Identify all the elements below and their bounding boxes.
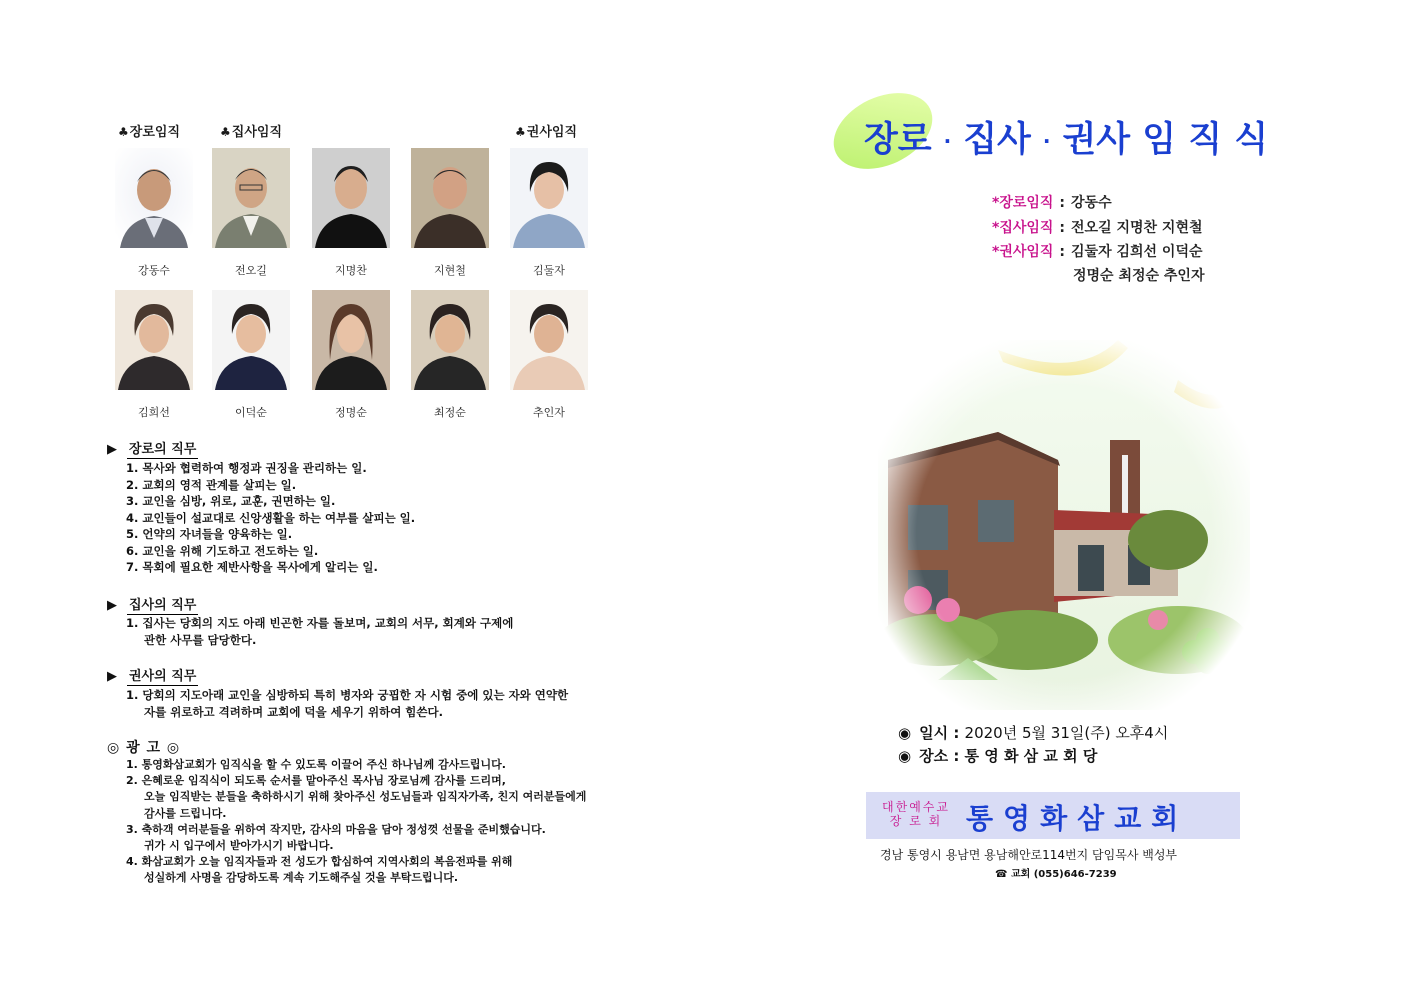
portrait-photo <box>312 148 390 248</box>
list-item: 4. 화삼교회가 오늘 임직자들과 전 성도가 합심하여 지역사회의 복음전파를 위해 <box>126 855 513 869</box>
church-address: 경남 통영시 용남면 용남해안로114번지 담임목사 백성부 <box>880 848 1178 862</box>
person-name: 정명순 <box>335 406 367 419</box>
denomination-label: 대한예수교 장 로 회 <box>882 800 950 828</box>
list-item: 1. 목사와 협력하여 행정과 권징을 관리하는 일. <box>126 461 367 475</box>
list-item: 1. 통영화삼교회가 임직식을 할 수 있도록 이끌어 주신 하나님께 감사드립니다. <box>126 758 506 771</box>
triangle-bullet-icon: ▶ <box>107 598 117 613</box>
person-name: 지현철 <box>434 264 466 277</box>
notice-heading: ◎ 광 고 ◎ <box>107 740 181 756</box>
church-name-box <box>866 792 1240 839</box>
church-phone: ☎ 교회 (055)646-7239 <box>995 869 1117 880</box>
list-item: 귀가 시 입구에서 받아가시기 바랍니다. <box>144 839 334 853</box>
church-name: 통영화삼교회 <box>966 802 1189 835</box>
kwonsa-duty-heading: ▶ 권사의 직무 <box>107 669 197 684</box>
list-item: 1. 집사는 당회의 지도 아래 빈곤한 자를 돌보며, 교회의 서무, 회계와 구제에 <box>126 616 514 630</box>
event-place: ◉ 장소 : 통 영 화 삼 교 회 당 <box>898 747 1098 765</box>
triangle-bullet-icon: ▶ <box>107 442 117 457</box>
portrait-photo <box>212 290 290 390</box>
portrait-photo <box>115 148 193 248</box>
person-name: 이덕순 <box>235 406 267 419</box>
kwonsa-category-label: ♣권사임직 <box>515 125 577 140</box>
list-item: 관한 사무를 담당한다. <box>144 632 257 647</box>
triangle-bullet-icon: ▶ <box>107 669 117 684</box>
portrait-photo <box>411 290 489 390</box>
list-item: 자를 위로하고 격려하며 교회에 덕을 세우기 위하여 힘쓴다. <box>144 704 444 719</box>
circle-dot-icon: ◉ <box>898 724 912 742</box>
list-item: 성실하게 사명을 감당하도록 계속 기도해주실 것을 부탁드립니다. <box>144 871 459 885</box>
person-name: 최정순 <box>434 406 466 419</box>
list-item: 2. 은혜로운 임직식이 되도록 순서를 맡아주신 목사님 장로님께 감사를 드리며, <box>126 774 506 788</box>
deacon-appointee-line: *집사임직 : 전오길 지명찬 지현철 <box>992 220 1203 236</box>
notice-list <box>126 757 586 887</box>
list-item: 4. 교인들이 설교대로 신앙생활을 하는 여부를 살피는 일. <box>126 510 416 525</box>
page-title: 장로 · 집사 · 권사 임 직 식 <box>864 120 1269 160</box>
club-icon: ♣ <box>118 125 129 139</box>
kwonsa-appointee-line-2: 정명순 최정순 추인자 <box>1073 268 1205 284</box>
deacon-category-label: ♣집사임직 <box>220 125 282 140</box>
elder-appointee-line: *장로임직 : 강동수 <box>992 195 1112 211</box>
list-item: 3. 교인을 심방, 위로, 교훈, 권면하는 일. <box>126 494 336 508</box>
circle-dot-icon: ◉ <box>898 747 912 765</box>
person-name: 김둘자 <box>533 264 565 277</box>
person-name: 전오길 <box>235 264 267 277</box>
club-icon: ♣ <box>220 125 231 139</box>
list-item: 5. 언약의 자녀들을 양육하는 일. <box>126 527 293 541</box>
list-item: 감사를 드립니다. <box>144 806 227 820</box>
person-name: 강동수 <box>138 264 170 277</box>
person-name: 지명찬 <box>335 264 367 277</box>
portrait-photo <box>510 148 588 248</box>
portrait-photo <box>115 290 193 390</box>
list-item: 6. 교인을 위해 기도하고 전도하는 일. <box>126 543 319 558</box>
portrait-photo <box>212 148 290 248</box>
portrait-photo <box>312 290 390 390</box>
event-date: ◉ 일시 : 2020년 5월 31일(주) 오후4시 <box>898 724 1169 742</box>
list-item: 3. 축하객 여러분들을 위하여 작지만, 감사의 마음을 담아 정성껏 선물을 준비했습니다. <box>126 822 546 836</box>
kwonsa-duty-list <box>126 687 568 720</box>
kwonsa-appointee-line: *권사임직 : 김둘자 김희선 이덕순 <box>992 244 1203 260</box>
elder-duty-list <box>126 460 415 576</box>
club-icon: ♣ <box>515 125 526 139</box>
church-building-image <box>878 340 1250 710</box>
portrait-photo <box>411 148 489 248</box>
person-name: 추인자 <box>533 406 565 419</box>
list-item: 2. 교회의 영적 관계를 살피는 일. <box>126 477 297 492</box>
list-item: 1. 당회의 지도아래 교인을 심방하되 특히 병자와 궁핍한 자 시험 중에 있는 자와 연약한 <box>126 688 569 702</box>
elder-duty-heading: ▶ 장로의 직무 <box>107 442 197 457</box>
portrait-photo <box>510 290 588 390</box>
list-item: 7. 목회에 필요한 제반사항을 목사에게 알리는 일. <box>126 560 378 574</box>
list-item: 오늘 임직받는 분들을 축하하시기 위해 찾아주신 성도님들과 임직자가족, 친지 여러분들에게 <box>144 790 587 804</box>
deacon-duty-heading: ▶ 집사의 직무 <box>107 598 197 613</box>
deacon-duty-list <box>126 615 513 648</box>
elder-category-label: ♣장로임직 <box>118 125 180 140</box>
person-name: 김희선 <box>138 406 170 419</box>
